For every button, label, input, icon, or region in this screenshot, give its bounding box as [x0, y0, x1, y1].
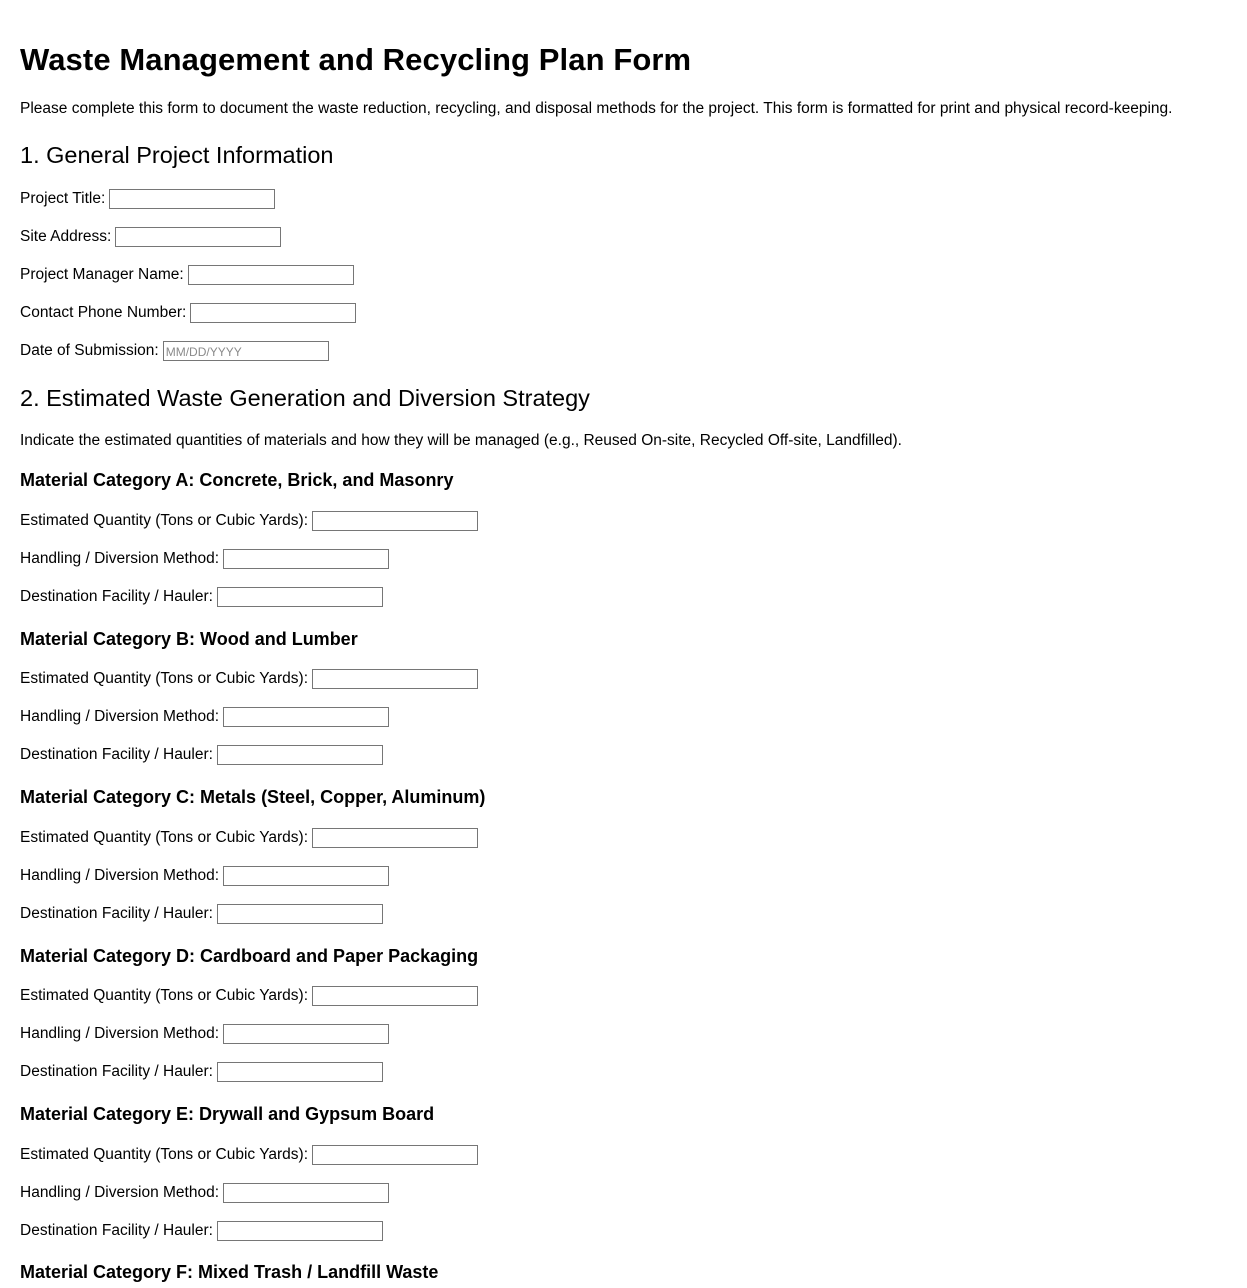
destination-label: Destination Facility / Hauler: — [20, 905, 213, 922]
quantity-label: Estimated Quantity (Tons or Cubic Yards): — [20, 512, 309, 529]
contact-phone-input[interactable] — [190, 303, 356, 323]
section-1-heading: 1. General Project Information — [20, 142, 334, 168]
quantity-label: Estimated Quantity (Tons or Cubic Yards): — [20, 1146, 309, 1163]
method-label: Handling / Diversion Method: — [20, 1025, 220, 1042]
project-manager-row — [20, 264, 354, 286]
category-b-method-row — [20, 706, 389, 728]
category-e-method-input[interactable] — [223, 1183, 389, 1203]
destination-label: Destination Facility / Hauler: — [20, 1063, 213, 1080]
contact-phone-label: Contact Phone Number: — [20, 304, 187, 321]
category-a-heading: Material Category A: Concrete, Brick, and Masonry — [20, 470, 454, 490]
site-address-input[interactable] — [115, 227, 281, 247]
project-manager-input[interactable] — [188, 265, 354, 285]
submission-date-input[interactable] — [163, 341, 329, 361]
category-a-quantity-input[interactable] — [312, 511, 478, 531]
method-label: Handling / Diversion Method: — [20, 1184, 220, 1201]
category-d-quantity-input[interactable] — [312, 986, 478, 1006]
category-c-heading: Material Category C: Metals (Steel, Copper, Aluminum) — [20, 787, 486, 807]
category-e-heading: Material Category E: Drywall and Gypsum Board — [20, 1104, 435, 1124]
quantity-label: Estimated Quantity (Tons or Cubic Yards): — [20, 987, 309, 1004]
category-a-destination-input[interactable] — [217, 587, 383, 607]
method-label: Handling / Diversion Method: — [20, 550, 220, 567]
category-d-destination-input[interactable] — [217, 1062, 383, 1082]
category-d-heading: Material Category D: Cardboard and Paper Packaging — [20, 946, 479, 966]
category-c-quantity-row — [20, 827, 478, 849]
project-manager-label: Project Manager Name: — [20, 266, 184, 283]
category-b-quantity-input[interactable] — [312, 669, 478, 689]
contact-phone-row — [20, 302, 356, 324]
category-d-quantity-row — [20, 985, 478, 1007]
project-title-input[interactable] — [109, 189, 275, 209]
submission-date-label: Date of Submission: — [20, 342, 159, 359]
quantity-label: Estimated Quantity (Tons or Cubic Yards): — [20, 829, 309, 846]
site-address-row — [20, 226, 281, 248]
site-address-label: Site Address: — [20, 228, 112, 245]
page-title: Waste Management and Recycling Plan Form — [20, 42, 692, 77]
category-a-method-input[interactable] — [223, 549, 389, 569]
category-d-destination-row — [20, 1061, 383, 1083]
destination-label: Destination Facility / Hauler: — [20, 746, 213, 763]
submission-date-row — [20, 340, 329, 362]
category-a-method-row — [20, 548, 389, 570]
project-title-label: Project Title: — [20, 190, 106, 207]
category-a-destination-row — [20, 586, 383, 608]
category-f-heading: Material Category F: Mixed Trash / Landfill Waste — [20, 1262, 439, 1282]
section-2-heading: 2. Estimated Waste Generation and Diversion Strategy — [20, 385, 590, 411]
destination-label: Destination Facility / Hauler: — [20, 588, 213, 605]
category-e-destination-row — [20, 1220, 383, 1242]
category-c-destination-input[interactable] — [217, 904, 383, 924]
destination-label: Destination Facility / Hauler: — [20, 1222, 213, 1239]
category-e-quantity-input[interactable] — [312, 1145, 478, 1165]
method-label: Handling / Diversion Method: — [20, 708, 220, 725]
category-e-method-row — [20, 1182, 389, 1204]
category-b-method-input[interactable] — [223, 707, 389, 727]
category-e-quantity-row — [20, 1144, 478, 1166]
method-label: Handling / Diversion Method: — [20, 867, 220, 884]
category-b-heading: Material Category B: Wood and Lumber — [20, 629, 358, 649]
category-c-destination-row — [20, 903, 383, 925]
quantity-label: Estimated Quantity (Tons or Cubic Yards): — [20, 670, 309, 687]
category-a-quantity-row — [20, 510, 478, 532]
intro-text: Please complete this form to document the waste reduction, recycling, and disposal methods for the project. This form is formatted for print and physical record-keeping. — [20, 100, 1173, 117]
category-e-destination-input[interactable] — [217, 1221, 383, 1241]
project-title-row — [20, 188, 275, 210]
section-2-note: Indicate the estimated quantities of materials and how they will be managed (e.g., Reused On-site, Recycled Off-site, Landfilled). — [20, 432, 902, 449]
category-d-method-row — [20, 1023, 389, 1045]
category-c-quantity-input[interactable] — [312, 828, 478, 848]
category-b-quantity-row — [20, 668, 478, 690]
category-b-destination-row — [20, 744, 383, 766]
category-c-method-input[interactable] — [223, 866, 389, 886]
category-c-method-row — [20, 865, 389, 887]
category-d-method-input[interactable] — [223, 1024, 389, 1044]
category-b-destination-input[interactable] — [217, 745, 383, 765]
